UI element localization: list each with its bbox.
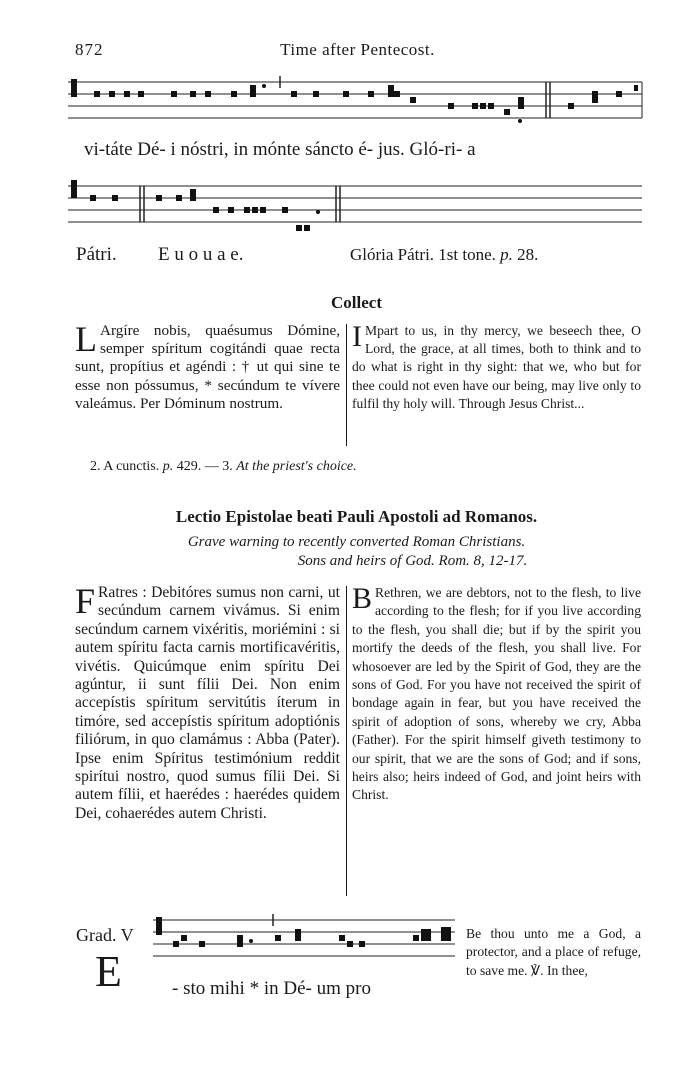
rubric-p-label: p.	[162, 459, 174, 474]
chant-1-lyrics: vi-táte Dé- i nóstri, in mónte sáncto é- jus. Gló-ri- a	[84, 139, 476, 160]
gradual-mode: V	[120, 925, 134, 945]
rubric-part1: 2. A cunctis.	[90, 459, 160, 474]
collect-english	[352, 322, 641, 413]
collect-english-initial: I	[352, 320, 362, 353]
epistle-latin	[75, 581, 340, 823]
collect-column-rule	[346, 324, 347, 446]
rubric-part2: At the priest's choice.	[236, 459, 357, 474]
gloria-page-number: 28.	[517, 245, 539, 264]
epistle-latin-initial: F	[75, 581, 96, 621]
chant-2-patri: Pátri.	[76, 244, 117, 265]
collect-latin	[75, 319, 340, 413]
gloria-patri-cue	[350, 245, 538, 265]
gradual-staff-svg	[145, 912, 460, 968]
epistle-column-rule	[346, 586, 347, 896]
epistle-subtitle-1: Grave warning to recently converted Roman Christians.	[187, 534, 526, 550]
epistle-english-initial: B	[352, 582, 373, 615]
chant-staff-2-svg	[68, 172, 646, 242]
running-head	[75, 40, 640, 62]
chant-staff-1	[68, 68, 646, 130]
gloria-patri-text: Glória Pátri. 1st tone.	[350, 245, 496, 264]
collect-english-text: Mpart to us, in thy mercy, we beseech thee, O Lord, the grace, at all times, both to think and to do what is right in thy sight: that we, who but for thee could not even have our being, may live only to fulfil thy holy will. Through Jesus Christ...	[352, 323, 641, 411]
running-title: Time after Pentecost.	[280, 40, 435, 59]
rubric-p-num: 429. — 3.	[176, 459, 233, 474]
collect-latin-text: Argíre nobis, quaésumus Dómine, semper spíritum cogitándi quae recta sunt, propítius et agéndi : † ut qui sine te esse non póssumus, * secúndum te vívere valeámus. Per Dóminum nostrum.	[75, 322, 340, 412]
gradual-initial: E	[95, 947, 122, 996]
gradual-label-text: Grad.	[76, 925, 117, 945]
epistle-english-text: Rethren, we are debtors, not to the flesh, to live according to the flesh; for if you live according to the flesh, you shall die; but if by the spirit you mortify the deeds of the flesh, you shall live. For whosoever are led by the Spirit of God, they are the sons of God. For you have not received the spirit of bondage again in fear, but you have received the spirit of adoption of sons, whereby we cry, Abba (Father). For the spirit himself giveth testimony to our spirit, that we are the sons of God; and if sons, heirs also; heirs indeed of God, and joint heirs with Christ.	[352, 585, 641, 803]
gradual-staff	[145, 912, 460, 968]
gloria-page-label: p.	[500, 245, 513, 264]
epistle-subtitle-2: Sons and heirs of God. Rom. 8, 12-17.	[297, 553, 528, 569]
epistle-heading: Lectio Epistolae beati Pauli Apostoli ad Romanos.	[175, 507, 538, 526]
chant-staff-1-svg	[68, 68, 646, 130]
rubric-note	[90, 459, 357, 475]
epistle-latin-text: Ratres : Debitóres sumus non carni, ut secúndum carnem vivámus. Si enim secúndum carnem vixéritis, moriémini : si autem spíritu facta carnis mortificavéritis, vivétis. Quicúmque enim spíritu Dei agúntur, ii sunt fílii Dei. Non enim accepístis spíritum servitútis íterum in timóre, sed accepístis spíritum adoptiónis filiórum, in quo clamámus : Abba (Pater). Ipse enim Spíritus testimónium reddit spirítui nostro, quod sumus fílii Dei. Si autem fílii, et haerédes : haerédes quidem Dei, cohaerédes autem Christi.	[75, 584, 340, 822]
gradual-lyrics: - sto mihi * in Dé- um pro	[172, 978, 371, 999]
collect-latin-initial: L	[75, 319, 97, 359]
chant-staff-2	[68, 172, 646, 242]
gradual-english: Be thou unto me a God, a protector, and a place of refuge, to save me. ℣. In thee,	[466, 926, 641, 978]
gradual-label	[76, 925, 134, 946]
collect-heading: Collect	[331, 293, 382, 312]
epistle-english	[352, 584, 641, 805]
chant-2-euouae: E u o u a e.	[158, 244, 244, 265]
page-number: 872	[75, 40, 104, 59]
